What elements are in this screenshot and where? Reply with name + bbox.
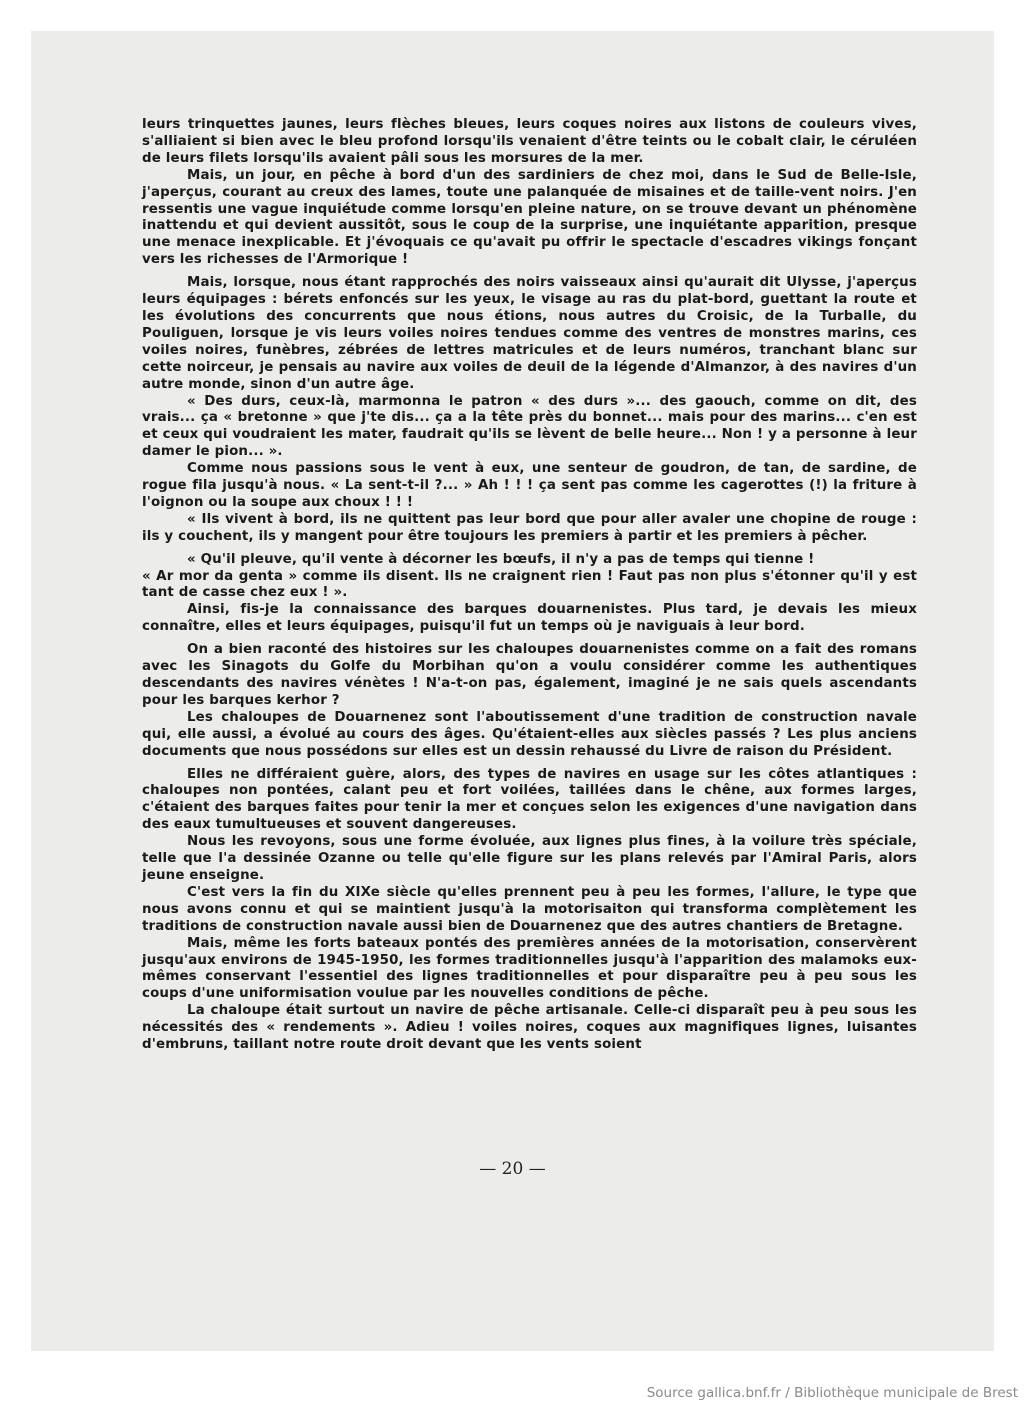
paragraph: Ainsi, fis-je la connaissance des barques douarnenistes. Plus tard, je devais les mieux connaître, elles et leurs équipages, puisqu'il fut un temps où je naviguais à leur bord. <box>142 602 917 635</box>
paragraph: Elles ne différaient guère, alors, des types de navires en usage sur les côtes atlantiques : chaloupes non pontées, calant peu et fort voilées, taillées dans le chêne, aux formes larges, c'étaient des barques faites pour tenir la mer et conçues selon les exigences d'une navigation dans des eaux tumultueuses et souvent dangereuses. <box>142 766 917 833</box>
paragraph: Mais, même les forts bateaux pontés des premières années de la motorisation, conservèrent jusqu'aux environs de 1945-1950, les formes traditionnelles jusqu'à l'apparition des malamoks eux-mêmes conservant l'essentiel des lignes traditionnelles et pour disparaître peu à peu sous les coups d'une uniformisation voulue par les nouvelles conditions de pêche. <box>142 935 917 1002</box>
body-text <box>142 117 917 1054</box>
paragraph: Mais, lorsque, nous étant rapprochés des noirs vaisseaux ainsi qu'aurait dit Ulysse, j'aperçus leurs équipages : bérets enfoncés sur les yeux, le visage au ras du plat-bord, guettant la route et les évolutions des concurrents que nous étions, nous autres du Croisic, de la Turballe, du Pouliguen, lorsque je vis leurs voiles noires tendues comme des ventres de monstres marins, ces voiles noires, funèbres, zébrées de lettres matricules et de leurs numéros, tranchant blanc sur cette noirceur, je pensais au navire aux voiles de deuil de la légende d'Almanzor, à des navires d'un autre monde, sinon d'un autre âge. <box>142 275 917 392</box>
paragraph: « Ils vivent à bord, ils ne quittent pas leur bord que pour aller avaler une chopine de rouge : ils y couchent, ils y mangent pour être toujours les premiers à partir et les premiers à pêcher. <box>142 511 917 544</box>
paragraph: Mais, un jour, en pêche à bord d'un des sardiniers de chez moi, dans le Sud de Belle-Isle, j'aperçus, courant au creux des lames, toute une palanquée de misaines et de taille-vent noirs. J'en ressentis une vague inquiétude comme lorsqu'en pleine nature, on se trouve devant un phénomène inattendu et qui devient aussitôt, sous le coup de la surprise, une inquiétante apparition, presque une menace inexplicable. Et j'évoquais ce qu'avait pu offrir le spectacle d'escadres vikings fonçant vers les richesses de l'Armorique ! <box>142 167 917 268</box>
paragraph: « Ar mor da genta » comme ils disent. Ils ne craignent rien ! Faut pas non plus s'étonner qu'il y est tant de casse chez eux ! ». <box>142 568 917 601</box>
page-number: — 20 — <box>479 1159 546 1179</box>
source-credit: Source gallica.bnf.fr / Bibliothèque municipale de Brest <box>646 1385 1018 1401</box>
paragraph: Nous les revoyons, sous une forme évoluée, aux lignes plus fines, à la voilure très spéciale, telle que l'a dessinée Ozanne ou telle qu'elle figure sur les plans relevés par l'Amiral Paris, alors jeune enseigne. <box>142 834 917 883</box>
paragraph: Les chaloupes de Douarnenez sont l'aboutissement d'une tradition de construction navale qui, elle aussi, a évolué au cours des âges. Qu'étaient-elles aux siècles passés ? Les plus anciens documents que nous possédons sur elles est un dessin rehaussé du Livre de raison du Président. <box>142 709 917 759</box>
scanned-page <box>31 31 994 1351</box>
paragraph: leurs trinquettes jaunes, leurs flèches bleues, leurs coques noires aux listons de couleurs vives, s'alliaient si bien avec le bleu profond lorsqu'ils venaient d'être teints ou le cobalt clair, le céruléen de leurs filets lorsqu'ils avaient pâli sous les morsures de la mer. <box>142 117 917 166</box>
paragraph: On a bien raconté des histoires sur les chaloupes douarnenistes comme on a fait des romans avec les Sinagots du Golfe du Morbihan qu'on a voulu considérer comme les authentiques descendants des navires vénètes ! N'a-t-on pas, également, imaginé je ne sais quels ascendants pour les barques kerhor ? <box>142 642 917 708</box>
paragraph: « Des durs, ceux-là, marmonna le patron « des durs »... des gaouch, comme on dit, des vrais... ça « bretonne » que j'te dis... ça a la tête près du bonnet... mais pour des marins... c'en est et ceux qui voudraient les mater, faudrait qu'ils se lèvent de belle heure... Non ! y a personne à leur damer le pion... ». <box>142 393 917 460</box>
paragraph: C'est vers la fin du XIXe siècle qu'elles prennent peu à peu les formes, l'allure, le type que nous avons connu et qui se maintient jusqu'à la motorisaiton qui transforma complètement les traditions de construction navale aussi bien de Douarnenez que des autres chantiers de Bretagne. <box>142 884 917 934</box>
paragraph: « Qu'il pleuve, qu'il vente à décorner les bœufs, il n'y a pas de temps qui tienne ! <box>187 551 815 567</box>
paragraph: La chaloupe était surtout un navire de pêche artisanale. Celle-ci disparaît peu à peu sous les nécessités des « rendements ». Adieu ! voiles noires, coques aux magnifiques lignes, luisantes d'embruns, taillant notre route droit devant que les vents soient <box>142 1003 917 1053</box>
paragraph: Comme nous passions sous le vent à eux, une senteur de goudron, de tan, de sardine, de rogue fila jusqu'à nous. « La sent-t-il ?... » Ah ! ! ! ça sent pas comme les cagerottes (!) la friture à l'oignon ou la soupe aux choux ! ! ! <box>142 461 917 510</box>
